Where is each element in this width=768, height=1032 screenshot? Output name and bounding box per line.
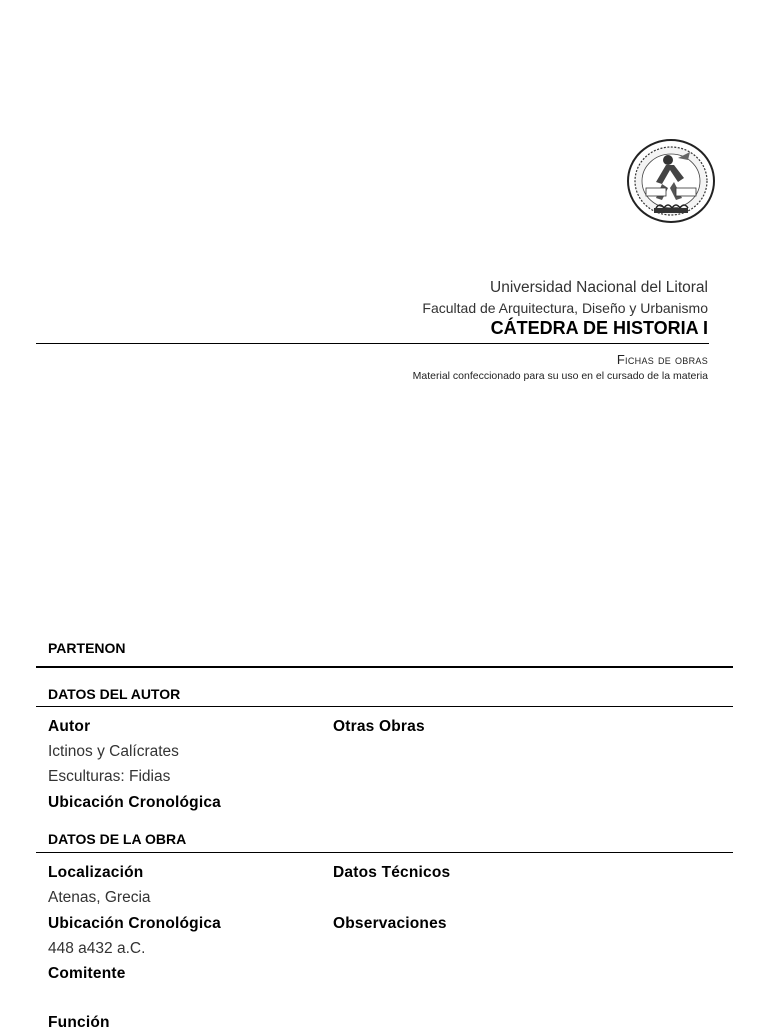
chair-title: CÁTEDRA DE HISTORIA I [490,318,708,338]
university-name: Universidad Nacional del Litoral [490,279,708,296]
author-section-heading: DATOS DEL AUTOR [48,686,181,702]
location-label: Localización [48,864,144,881]
observations-label: Observaciones [333,915,447,932]
author-value-line: Esculturas: Fidias [48,768,171,785]
faculty-name: Facultad de Arquitectura, Diseño y Urbanismo [422,300,708,316]
work-title: PARTENON [48,640,126,656]
material-note: Material confeccionado para su uso en el cursado de la materia [412,370,708,382]
author-label: Autor [48,718,91,735]
work-section-heading: DATOS DE LA OBRA [48,831,187,847]
header-divider [36,343,709,344]
patron-label: Comitente [48,965,126,982]
work-section-divider [36,852,733,853]
work-chronology-label: Ubicación Cronológica [48,915,221,932]
author-section-divider [36,706,733,707]
author-value-line: Ictinos y Calícrates [48,743,179,760]
location-value: Atenas, Grecia [48,889,151,906]
university-seal-icon [626,138,716,224]
document-subtitle: Fichas de obras [616,352,708,367]
function-label: Función [48,1014,110,1031]
author-chronology-label: Ubicación Cronológica [48,794,221,811]
other-works-label: Otras Obras [333,718,425,735]
technical-data-label: Datos Técnicos [333,864,451,881]
work-chronology-value: 448 a432 a.C. [48,940,146,957]
title-divider [36,666,733,668]
